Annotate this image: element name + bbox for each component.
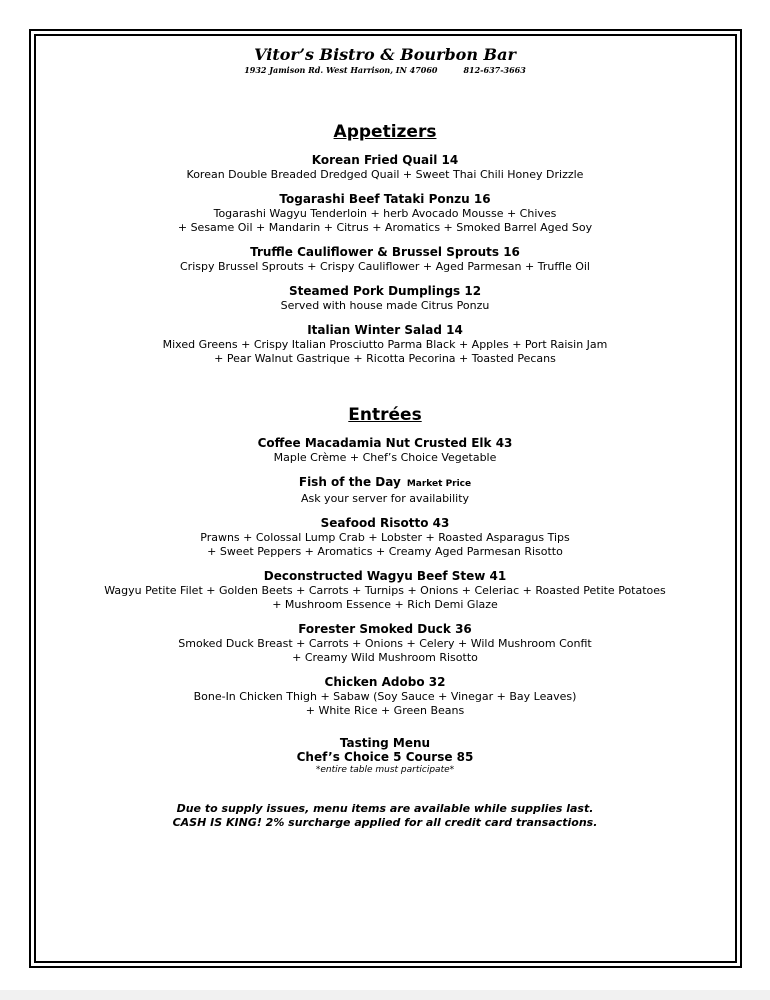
appetizers-heading: Appetizers	[333, 122, 437, 142]
item-name: Korean Fried Quail 14	[311, 153, 459, 167]
item-name: Italian Winter Salad 14	[307, 323, 463, 337]
item-name: Chicken Adobo 32	[324, 675, 446, 689]
menu-item	[40, 675, 730, 718]
menu-item	[40, 153, 730, 182]
item-description: Mixed Greens + Crispy Italian Prosciutto Parma Black + Apples + Port Raisin Jam	[162, 338, 608, 351]
item-name: Fish of the Day	[298, 475, 401, 489]
menu-content	[40, 40, 730, 830]
item-description: Bone-In Chicken Thigh + Sabaw (Soy Sauce + Vinegar + Bay Leaves)	[193, 690, 577, 703]
tasting-title: Tasting Menu	[339, 736, 431, 750]
item-description: Served with house made Citrus Ponzu	[280, 299, 490, 312]
item-name: Seafood Risotto 43	[320, 516, 450, 530]
item-description: + White Rice + Green Beans	[305, 704, 465, 717]
item-description: + Sesame Oil + Mandarin + Citrus + Aromatics + Smoked Barrel Aged Soy	[177, 221, 593, 234]
supply-notice	[40, 802, 730, 830]
menu-item	[40, 516, 730, 559]
menu-item	[40, 622, 730, 665]
menu-item	[40, 192, 730, 235]
item-name: Togarashi Beef Tataki Ponzu 16	[279, 192, 491, 206]
item-description: Togarashi Wagyu Tenderloin + herb Avocado Mousse + Chives	[213, 207, 557, 220]
item-description: + Creamy Wild Mushroom Risotto	[292, 651, 478, 664]
item-description: Smoked Duck Breast + Carrots + Onions + Celery + Wild Mushroom Confit	[178, 637, 592, 650]
item-description: + Sweet Peppers + Aromatics + Creamy Aged Parmesan Risotto	[207, 545, 563, 558]
item-name: Coffee Macadamia Nut Crusted Elk 43	[257, 436, 513, 450]
restaurant-name: Vitor’s Bistro & Bourbon Bar	[254, 45, 516, 64]
item-description: Korean Double Breaded Dredged Quail + Sweet Thai Chili Honey Drizzle	[186, 168, 584, 181]
item-name: Forester Smoked Duck 36	[298, 622, 472, 636]
item-name-row	[40, 475, 730, 492]
contact-line	[40, 65, 730, 76]
menu-item	[40, 323, 730, 366]
item-description: Crispy Brussel Sprouts + Crispy Cauliflower + Aged Parmesan + Truffle Oil	[179, 260, 590, 273]
item-description: Ask your server for availability	[300, 492, 470, 505]
tasting-course: Chef’s Choice 5 Course 85	[296, 750, 474, 764]
tasting-note: *entire table must participate*	[315, 765, 455, 775]
item-name: Truffle Cauliflower & Brussel Sprouts 16	[250, 245, 520, 259]
tasting-menu	[40, 736, 730, 776]
market-price: Market Price	[406, 479, 472, 489]
item-description: Wagyu Petite Filet + Golden Beets + Carrots + Turnips + Onions + Celeriac + Roasted Petite Potatoes	[104, 584, 666, 597]
menu-item	[40, 569, 730, 612]
menu-item	[40, 436, 730, 465]
notice-line: CASH IS KING! 2% surcharge applied for all credit card transactions.	[172, 816, 598, 829]
menu-item	[40, 245, 730, 274]
item-description: Prawns + Colossal Lump Crab + Lobster + Roasted Asparagus Tips	[200, 531, 570, 544]
entrees-heading: Entrées	[348, 405, 422, 425]
item-description: Maple Crème + Chef’s Choice Vegetable	[273, 451, 497, 464]
menu-item	[40, 284, 730, 313]
phone-number: 812-637-3663	[463, 65, 526, 75]
notice-line: Due to supply issues, menu items are available while supplies last.	[176, 802, 594, 815]
item-description: + Mushroom Essence + Rich Demi Glaze	[272, 598, 498, 611]
menu-item	[40, 475, 730, 506]
item-description: + Pear Walnut Gastrique + Ricotta Pecorina + Toasted Pecans	[214, 352, 556, 365]
address: 1932 Jamison Rd. West Harrison, IN 47060	[244, 65, 438, 75]
item-name: Deconstructed Wagyu Beef Stew 41	[263, 569, 507, 583]
item-name: Steamed Pork Dumplings 12	[288, 284, 482, 298]
